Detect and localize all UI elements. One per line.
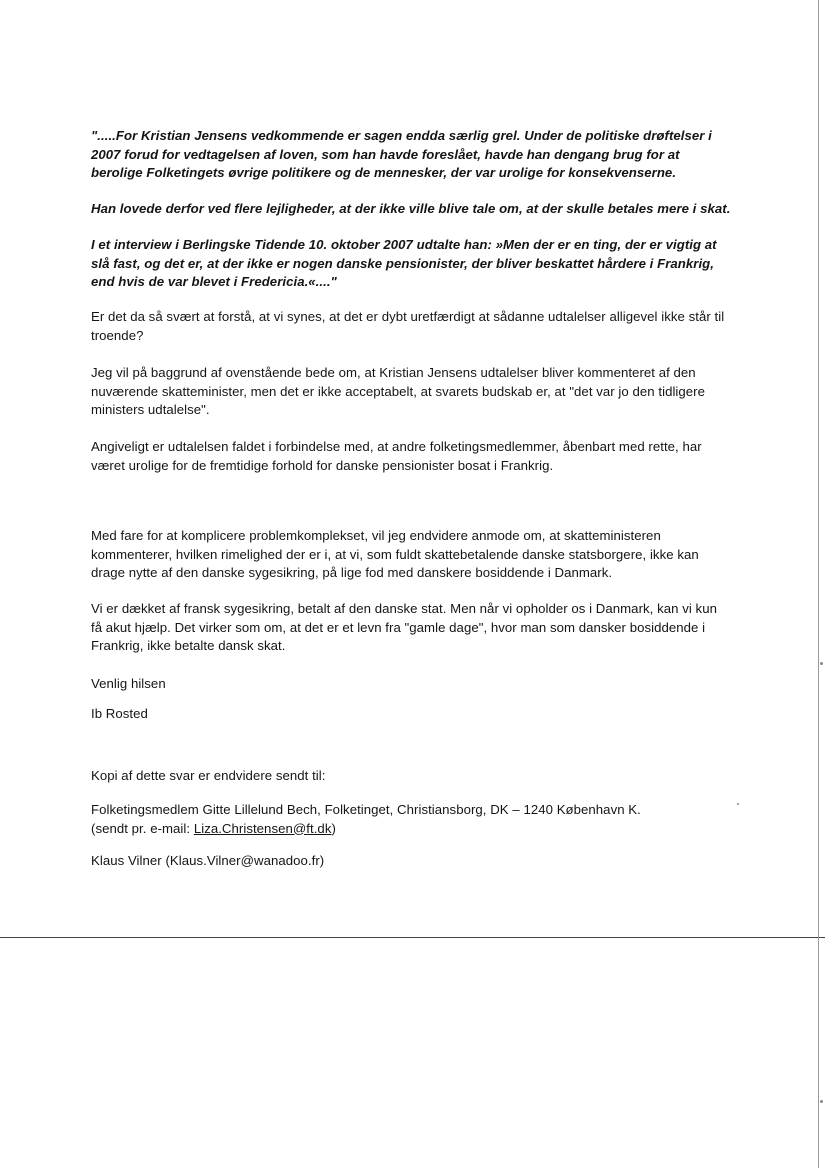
closing-greeting: Venlig hilsen	[91, 676, 166, 691]
copy-heading: Kopi af dette svar er endvidere sendt til:	[91, 768, 326, 783]
copy-recipient-1-email-link[interactable]: Liza.Christensen@ft.dk	[193, 820, 332, 836]
copy-recipient-1-note-suffix: )	[331, 820, 336, 836]
scan-speck	[820, 1100, 823, 1103]
scan-edge-line	[818, 0, 819, 1168]
quote-paragraph-1: ".....For Kristian Jensens vedkommende er sagen endda særlig grel. Under de politiske drøftelser i 2007 forud for vedtagelsen af loven, som han havde foreslået, havde han dengang brug for at berolige Folketingets øvrige politikere og de mennesker, der var urolige for konsekvenserne.	[91, 128, 712, 180]
paragraph-health-insurance: Med fare for at komplicere problemkomplekset, vil jeg endvidere anmode om, at skatteministeren kommenterer, hvilken rimelighed der er i, at vi, som fuldt skattebetalende danske statsborgere, ikke kan drage nytte af den danske sygesikring, på lige fod med danskere bosiddende i Danmark.	[91, 528, 699, 580]
scan-fold-line	[0, 937, 825, 938]
paragraph-statement: Angiveligt er udtalelsen faldet i forbindelse med, at andre folketingsmedlemmer, åbenbart med rette, har været urolige for de fremtidige forhold for danske pensionister bosat i Frankrig.	[91, 439, 702, 473]
scan-speck	[737, 803, 739, 805]
quote-paragraph-2: Han lovede derfor ved flere lejligheder, at der ikke ville blive tale om, at der skulle betales mere i skat.	[91, 201, 731, 216]
scan-speck	[820, 662, 823, 665]
paragraph-question: Er det da så svært at forstå, at vi synes, at det er dybt uretfærdigt at sådanne udtalelser alligevel ikke står til troende?	[91, 309, 725, 343]
copy-recipient-2: Klaus Vilner (Klaus.Vilner@wanadoo.fr)	[91, 853, 325, 868]
copy-recipient-1-address: Folketingsmedlem Gitte Lillelund Bech, Folketinget, Christiansborg, DK – 1240 København K.	[91, 802, 641, 817]
copy-recipient-1	[91, 801, 731, 838]
paragraph-coverage: Vi er dækket af fransk sygesikring, betalt af den danske stat. Men når vi opholder os i Danmark, kan vi kun få akut hjælp. Det virker som om, at det er et levn fra "gamle dage", hvor man som dansker bosiddende i Frankrig, ikke betalte dansk skat.	[91, 601, 717, 653]
signature-name: Ib Rosted	[91, 706, 148, 721]
copy-recipient-1-note-prefix: (sendt pr. e-mail:	[91, 820, 194, 836]
quote-paragraph-3: I et interview i Berlingske Tidende 10. oktober 2007 udtalte han: »Men der er en ting, der er vigtig at slå fast, og det er, at der ikke er nogen danske pensionister, der bliver beskattet hårdere i Frankrig, end hvis de var blevet i Fredericia.«...."	[91, 237, 717, 289]
paragraph-request: Jeg vil på baggrund af ovenstående bede om, at Kristian Jensens udtalelser bliver kommenteret af den nuværende skatteminister, men det er ikke acceptabelt, at svarets budskab er, at "det var jo den tidligere ministers udtalelse".	[91, 365, 706, 417]
